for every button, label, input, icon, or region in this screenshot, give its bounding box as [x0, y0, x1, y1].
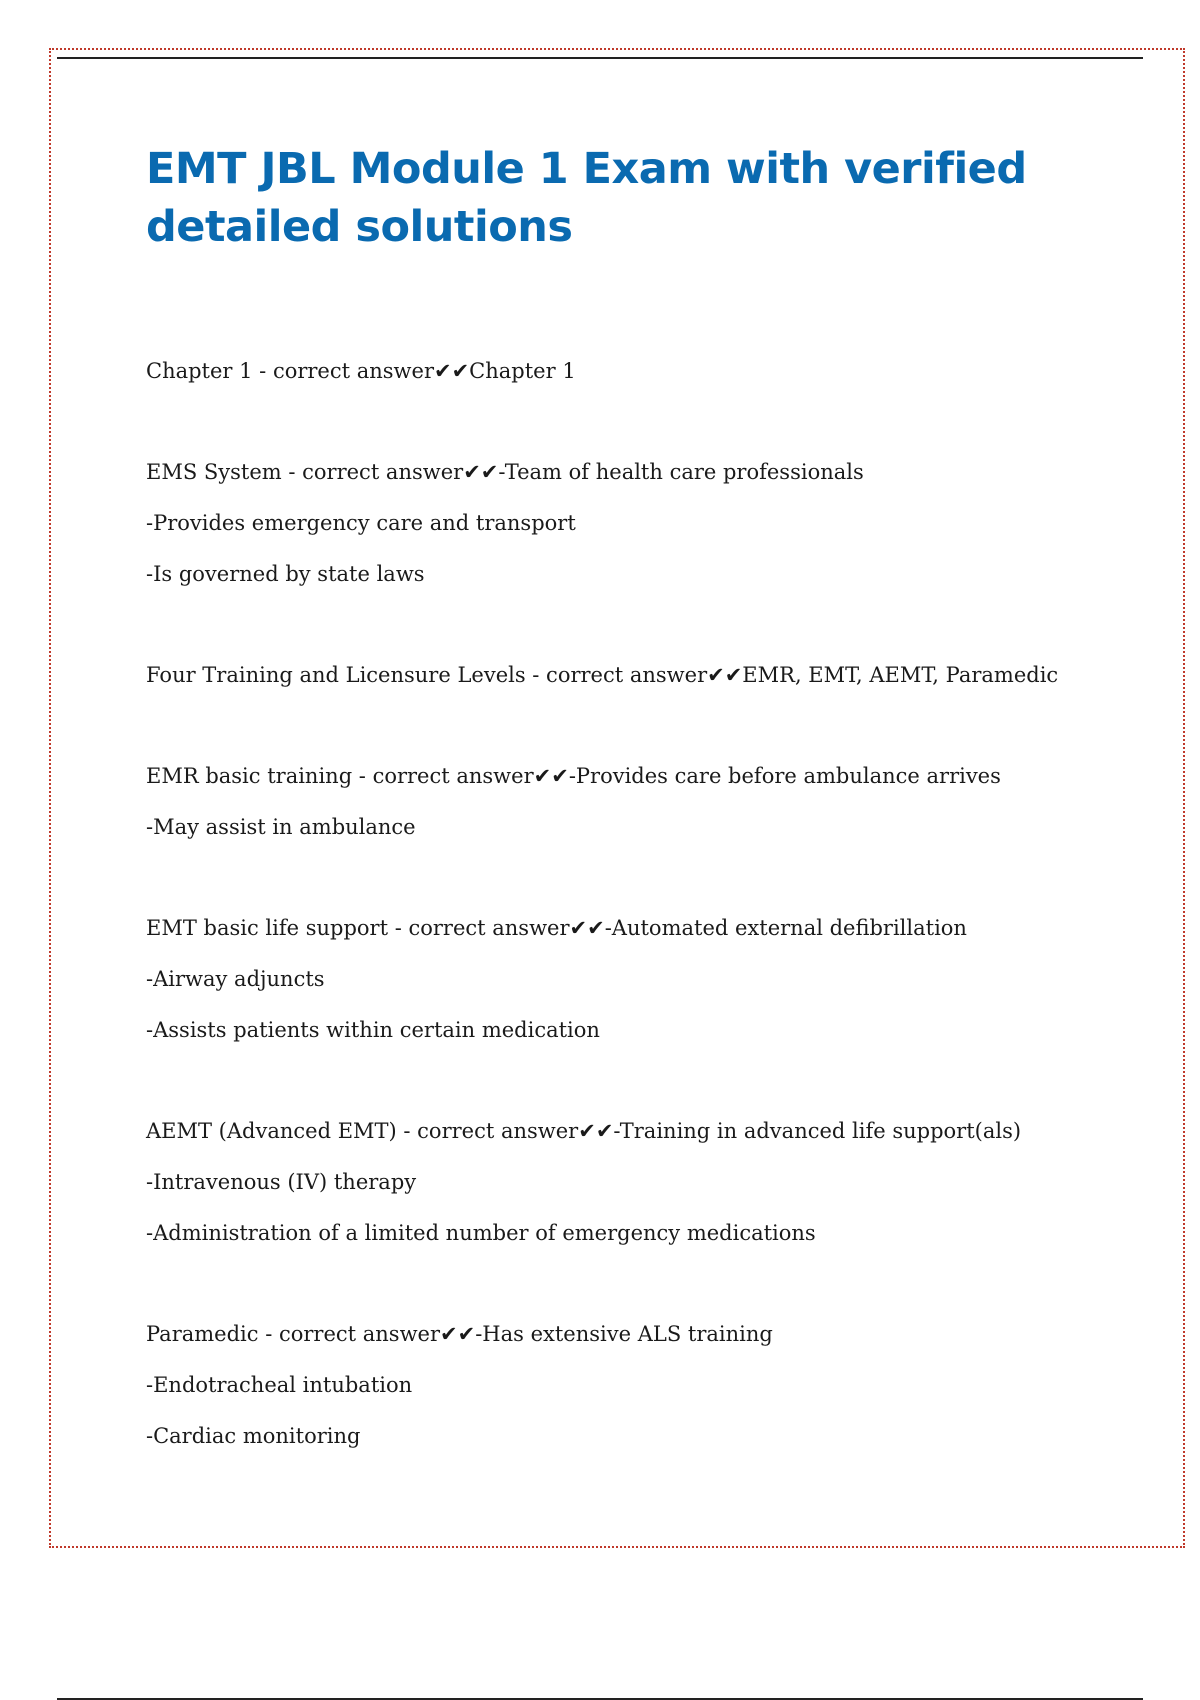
qa-line: Paramedic - correct answer✔✔-Has extensive ALS training: [146, 1322, 773, 1346]
document-body: [146, 140, 1126, 1512]
qa-entry-ems-system: [146, 447, 1126, 600]
qa-line: -Provides emergency care and transport: [146, 511, 576, 535]
qa-line: -Cardiac monitoring: [146, 1424, 361, 1448]
qa-line: Chapter 1 - correct answer✔✔Chapter 1: [146, 359, 576, 383]
qa-line: -Administration of a limited number of emergency medications: [146, 1221, 816, 1245]
qa-entry-aemt: [146, 1106, 1126, 1259]
qa-line: -Airway adjuncts: [146, 967, 325, 991]
qa-line: -Intravenous (IV) therapy: [146, 1170, 417, 1194]
qa-entry-licensure-levels: [146, 650, 1126, 701]
qa-line: -Endotracheal intubation: [146, 1373, 413, 1397]
qa-entry-paramedic: [146, 1309, 1126, 1462]
qa-line: AEMT (Advanced EMT) - correct answer✔✔-Training in advanced life support(als): [146, 1119, 1022, 1143]
qa-line: -Is governed by state laws: [146, 562, 425, 586]
qa-line: -May assist in ambulance: [146, 815, 416, 839]
qa-line: EMT basic life support - correct answer✔✔-Automated external defibrillation: [146, 916, 967, 940]
document-title: EMT JBL Module 1 Exam with verified detailed solutions: [146, 144, 1027, 252]
qa-line: EMS System - correct answer✔✔-Team of health care professionals: [146, 460, 864, 484]
qa-line: Four Training and Licensure Levels - correct answer✔✔EMR, EMT, AEMT, Paramedic: [146, 663, 1059, 687]
qa-line: -Assists patients within certain medication: [146, 1018, 600, 1042]
qa-entry-emt: [146, 903, 1126, 1056]
qa-entry-chapter-1: [146, 346, 1126, 397]
qa-entry-emr: [146, 751, 1126, 853]
qa-line: EMR basic training - correct answer✔✔-Provides care before ambulance arrives: [146, 764, 1001, 788]
qa-list: [146, 346, 1126, 1462]
